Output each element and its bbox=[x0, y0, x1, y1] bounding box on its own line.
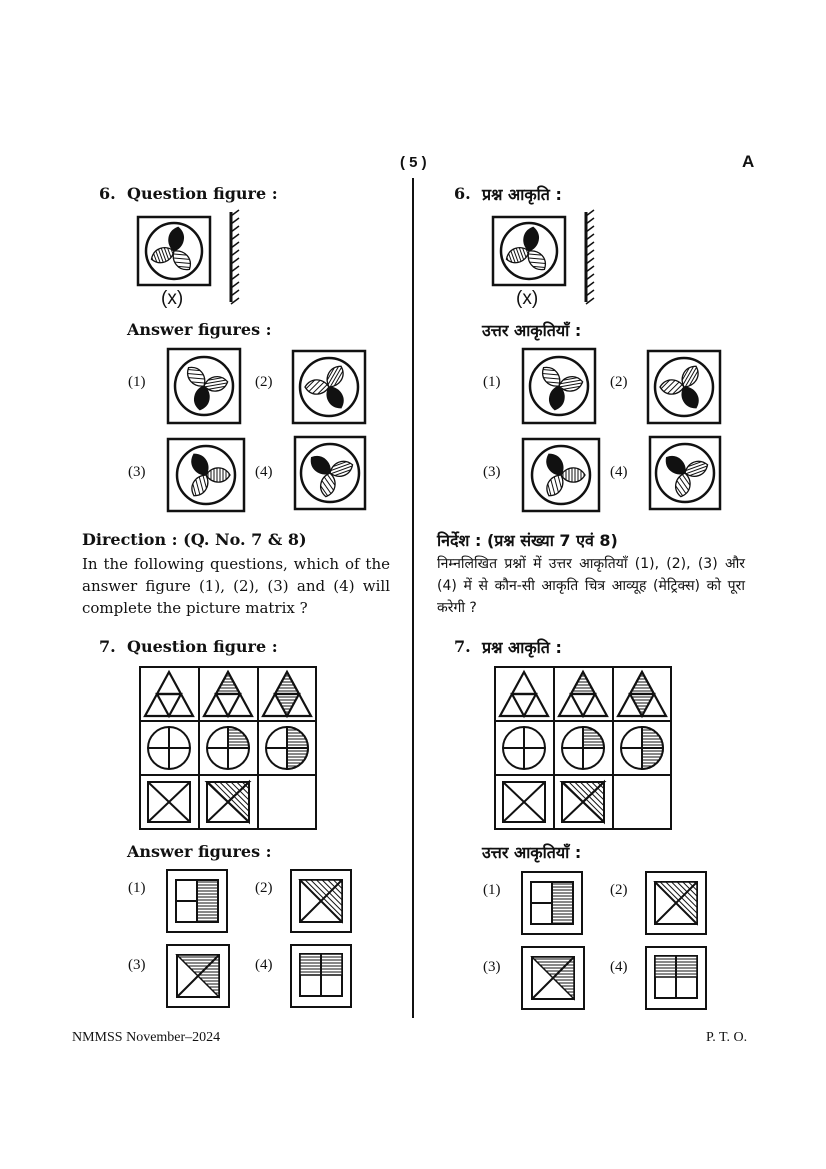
q6-figure-label: (x) bbox=[161, 288, 184, 309]
q6-question-label: Question figure : bbox=[127, 184, 278, 203]
hi-q6-question-figure bbox=[492, 216, 602, 306]
q7-option-3-label: (3) bbox=[128, 957, 146, 973]
hi-q7-option-3-label: (3) bbox=[483, 959, 501, 975]
hi-q7-option-4-figure[interactable] bbox=[645, 946, 707, 1010]
q7-option-4-label: (4) bbox=[255, 957, 273, 973]
hi-q6-option-1-figure[interactable] bbox=[522, 348, 596, 424]
hi-direction-title: निर्देश : (प्रश्न संख्या 7 एवं 8) bbox=[437, 531, 618, 550]
q7-option-1-label: (1) bbox=[128, 880, 146, 896]
set-code: A bbox=[742, 152, 755, 171]
q6-answer-label: Answer figures : bbox=[127, 320, 272, 339]
hi-q7-option-1-figure[interactable] bbox=[521, 871, 583, 935]
hi-q6-option-2-label: (2) bbox=[610, 374, 628, 390]
q6-option-3-figure[interactable] bbox=[167, 438, 245, 512]
q7-option-3-figure[interactable] bbox=[166, 944, 230, 1008]
hi-q7-option-2-label: (2) bbox=[610, 882, 628, 898]
hi-q6-option-2-figure[interactable] bbox=[647, 350, 721, 424]
q6-option-4-figure[interactable] bbox=[294, 436, 366, 510]
direction-title: Direction : (Q. No. 7 & 8) bbox=[82, 530, 307, 549]
direction-text: In the following questions, which of the answer figure (1), (2), (3) and (4) will complete the picture matrix ? bbox=[82, 555, 390, 617]
hi-q6-option-3-figure[interactable] bbox=[522, 438, 600, 512]
hi-q7-answer-label: उत्तर आकृतियाँ : bbox=[482, 843, 582, 862]
hi-q7-question-matrix bbox=[494, 666, 672, 830]
hi-q7-number: 7. bbox=[454, 637, 471, 656]
hi-q6-option-3-label: (3) bbox=[483, 464, 501, 480]
hi-q6-figure-label: (x) bbox=[516, 288, 539, 309]
q6-number: 6. bbox=[99, 184, 116, 203]
hi-q7-option-2-figure[interactable] bbox=[645, 871, 707, 935]
q6-option-1-label: (1) bbox=[128, 374, 146, 390]
q6-option-4-label: (4) bbox=[255, 464, 273, 480]
q7-option-1-figure[interactable] bbox=[166, 869, 228, 933]
q7-number: 7. bbox=[99, 637, 116, 656]
q6-question-figure bbox=[137, 216, 247, 306]
q7-answer-label: Answer figures : bbox=[127, 842, 272, 861]
q6-option-3-label: (3) bbox=[128, 464, 146, 480]
page-number: ( 5 ) bbox=[400, 154, 427, 171]
q7-question-matrix bbox=[139, 666, 317, 830]
hi-q7-question-label: प्रश्न आकृति : bbox=[482, 638, 562, 657]
q6-option-2-figure[interactable] bbox=[292, 350, 366, 424]
hi-q6-option-4-figure[interactable] bbox=[649, 436, 721, 510]
hi-q7-option-1-label: (1) bbox=[483, 882, 501, 898]
hi-q6-answer-label: उत्तर आकृतियाँ : bbox=[482, 321, 582, 340]
q7-option-2-label: (2) bbox=[255, 880, 273, 896]
column-divider bbox=[412, 178, 414, 1018]
hi-q6-option-1-label: (1) bbox=[483, 374, 501, 390]
footer-pto: P. T. O. bbox=[706, 1030, 748, 1045]
q7-question-label: Question figure : bbox=[127, 637, 278, 656]
hi-q6-question-label: प्रश्न आकृति : bbox=[482, 185, 562, 204]
q6-option-2-label: (2) bbox=[255, 374, 273, 390]
hi-q7-option-4-label: (4) bbox=[610, 959, 628, 975]
q7-option-2-figure[interactable] bbox=[290, 869, 352, 933]
q7-option-4-figure[interactable] bbox=[290, 944, 352, 1008]
hi-q6-option-4-label: (4) bbox=[610, 464, 628, 480]
hi-q6-number: 6. bbox=[454, 184, 471, 203]
hi-q7-option-3-figure[interactable] bbox=[521, 946, 585, 1010]
hi-direction-text: निम्नलिखित प्रश्नों में उत्तर आकृतियाँ (1), (2), (3) और (4) में से कौन-सी आकृति चित्र आव्यूह (मेट्रिक्स) को पूरा करेगी ? bbox=[437, 556, 745, 616]
footer-exam: NMMSS November–2024 bbox=[72, 1030, 221, 1045]
q6-option-1-figure[interactable] bbox=[167, 348, 241, 424]
